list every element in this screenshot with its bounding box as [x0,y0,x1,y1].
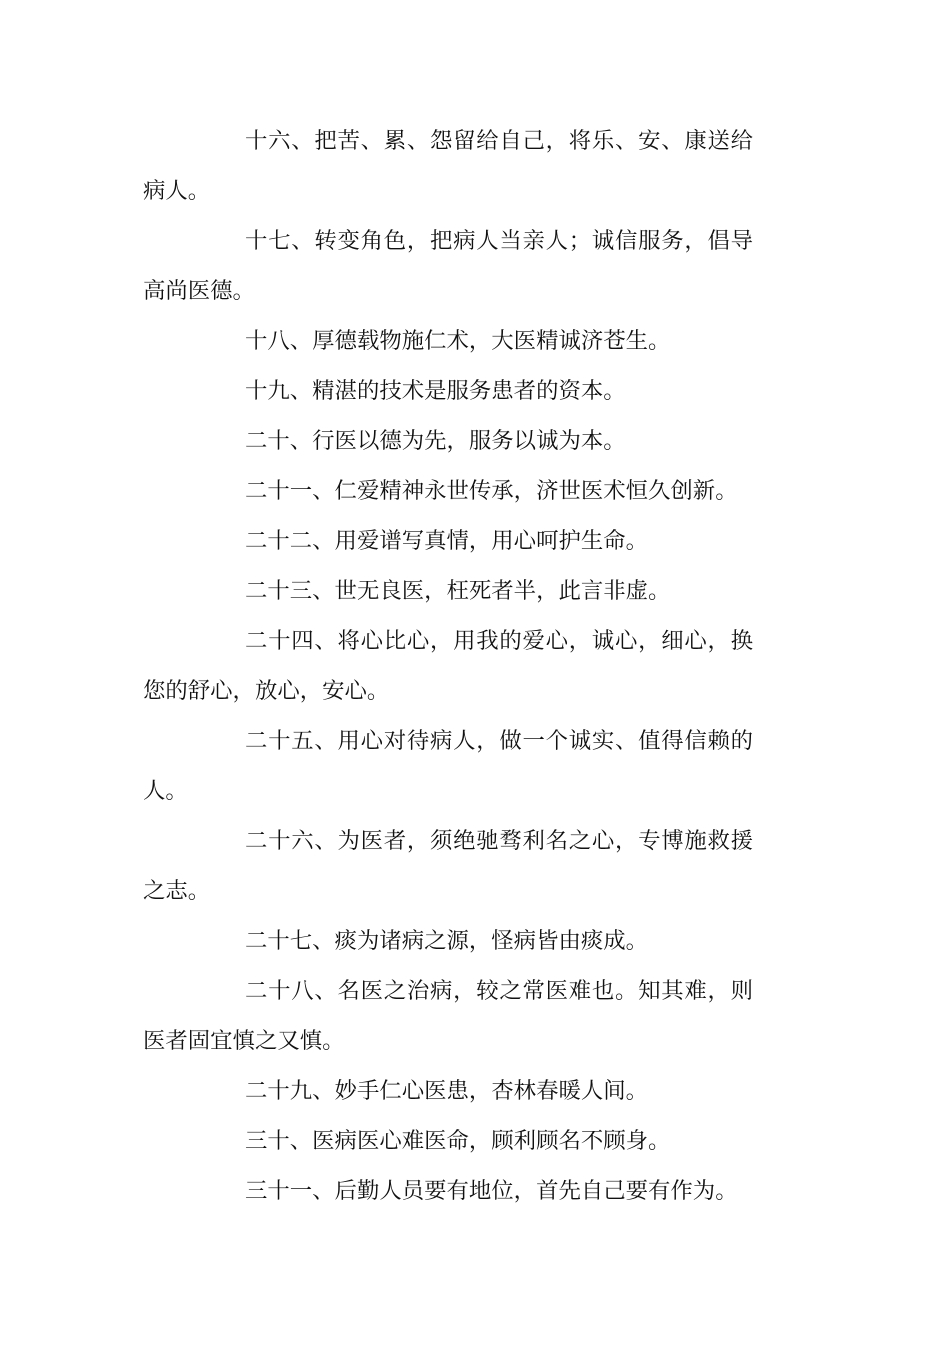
paragraph-26: 二十六、为医者，须绝驰骛利名之心，专博施救援之志。 [143,828,753,904]
paragraph-19: 十九、精湛的技术是服务患者的资本。 [245,378,626,404]
paragraph-23: 二十三、世无良医，枉死者半，此言非虚。 [245,578,671,604]
paragraph-17: 十七、转变角色，把病人当亲人；诚信服务，倡导高尚医德。 [143,228,753,304]
paragraph-30: 三十、医病医心难医命，顾利顾名不顾身。 [245,1128,671,1154]
paragraph-29: 二十九、妙手仁心医患，杏林春暖人间。 [245,1078,649,1104]
paragraph-18: 十八、厚德载物施仁术，大医精诚济苍生。 [245,328,671,354]
paragraph-20: 二十、行医以德为先，服务以诚为本。 [245,428,626,454]
paragraph-16: 十六、把苦、累、怨留给自己，将乐、安、康送给病人。 [143,128,753,204]
paragraph-21: 二十一、仁爱精神永世传承，济世医术恒久创新。 [245,478,738,504]
paragraph-25: 二十五、用心对待病人，做一个诚实、值得信赖的人。 [143,728,753,804]
document-body [143,116,753,1216]
paragraph-27: 二十七、痰为诸病之源，怪病皆由痰成。 [245,928,649,954]
paragraph-22: 二十二、用爱谱写真情，用心呵护生命。 [245,528,649,554]
paragraph-24: 二十四、将心比心，用我的爱心，诚心，细心，换您的舒心，放心，安心。 [143,628,753,704]
paragraph-31: 三十一、后勤人员要有地位，首先自己要有作为。 [245,1178,738,1204]
paragraph-28: 二十八、名医之治病，较之常医难也。知其难，则医者固宜慎之又慎。 [143,978,753,1054]
